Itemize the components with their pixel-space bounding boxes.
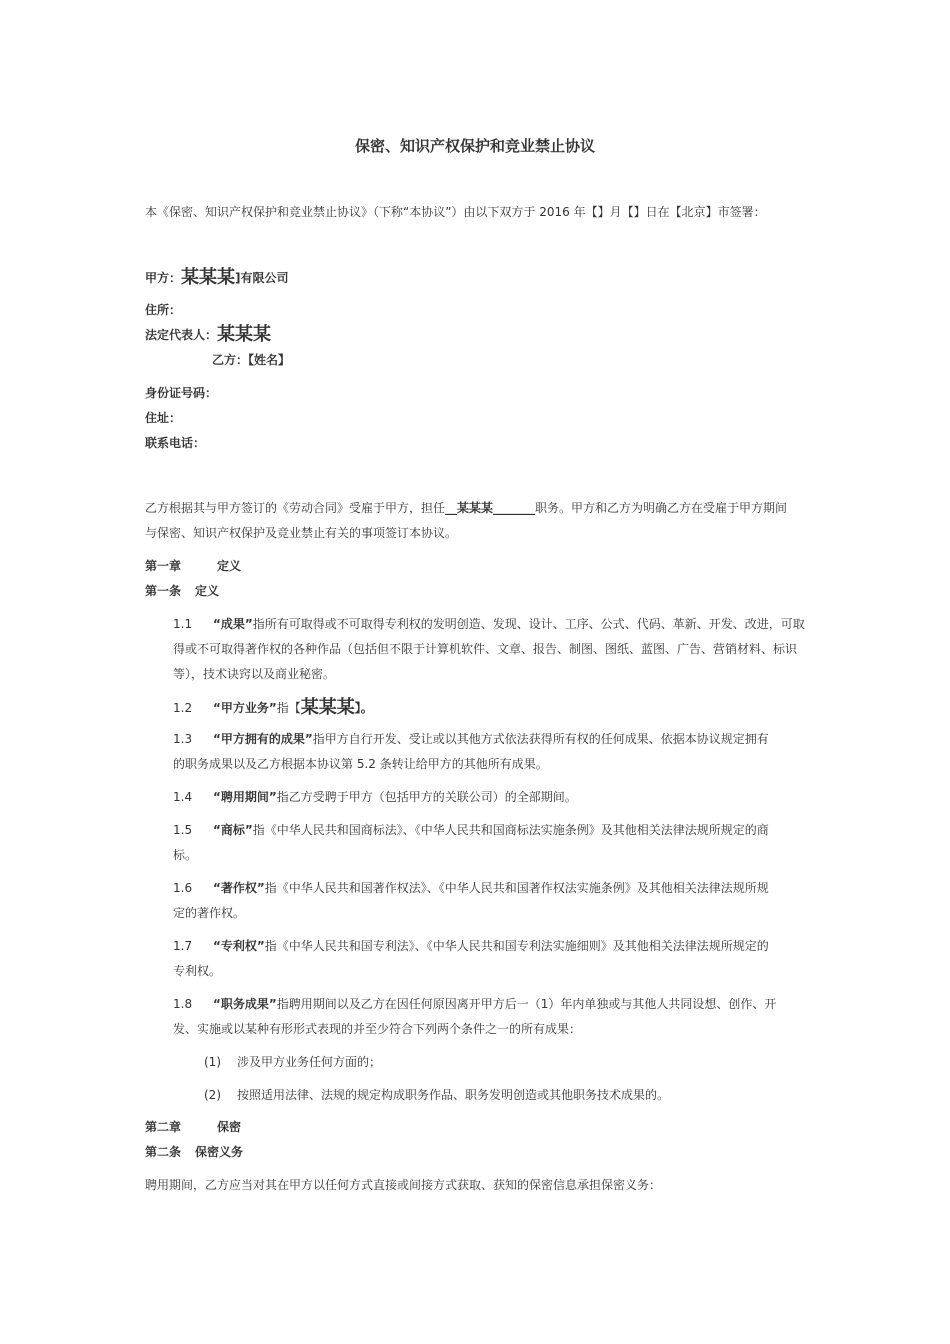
chapter-2-label: 第二章 — [145, 1120, 182, 1134]
legal-rep-line — [145, 324, 272, 345]
chapter-1-heading — [145, 558, 241, 574]
definition-term: “著作权” — [213, 881, 265, 895]
definition-number: 1.2 — [173, 701, 193, 715]
definition-term: “甲方拥有的成果” — [213, 732, 313, 746]
definition-1-1 — [173, 616, 805, 632]
definition-1-8-item-1 — [204, 1054, 381, 1070]
party-b-label: 乙方：【姓名】 — [212, 353, 291, 367]
party-a-line — [145, 267, 289, 288]
chapter-1-label: 第一章 — [145, 559, 182, 573]
address-label: 住所： — [145, 303, 182, 317]
definition-text: 指甲方自行开发、受让或以其他方式依法获得所有权的任何成果、依据本协议规定拥有 — [312, 732, 769, 746]
party-a-suffix: ]有限公司 — [235, 271, 289, 285]
definition-1-8-item-2 — [204, 1087, 669, 1103]
party-b-address-label: 住址： — [145, 411, 182, 425]
definition-text: 指《中华人民共和国著作权法》、《中华人民共和国著作权法实施条例》及其他相关法律法规所规 — [264, 881, 769, 895]
definition-term: “职务成果” — [213, 997, 277, 1011]
chapter-2-heading — [145, 1119, 241, 1135]
legal-rep-label: 法定代表人： — [145, 328, 218, 342]
party-a-name: 某某某 — [181, 267, 236, 288]
definition-term: “商标” — [213, 823, 253, 837]
chapter-2-title: 保密 — [217, 1120, 242, 1134]
definition-number: 1.3 — [173, 732, 193, 746]
legal-rep-name: 某某某 — [217, 324, 272, 345]
employment-text-b: 职务。甲方和乙方为明确乙方在受雇于甲方期间 — [535, 501, 788, 515]
definition-term: “甲方业务” — [213, 701, 277, 715]
employment-paragraph-line2: 与保密、知识产权保护及竞业禁止有关的事项签订本协议。 — [145, 526, 458, 540]
list-item-text: 涉及甲方业务任何方面的； — [237, 1055, 382, 1069]
definition-1-6-line2: 定的著作权。 — [173, 906, 246, 920]
chapter-1-title: 定义 — [217, 559, 242, 573]
definition-1-5 — [173, 822, 769, 838]
list-item-number: (1) — [204, 1055, 221, 1069]
list-item-text: 按照适用法律、法规的规定构成职务作品、职务发明创造或其他职务技术成果的。 — [237, 1088, 670, 1102]
article-1-label: 第一条 — [145, 584, 182, 598]
definition-text: 指《中华人民共和国专利法》、《中华人民共和国专利法实施细则》及其他相关法律法规所规定的 — [264, 939, 769, 953]
definition-1-7-line2: 专利权。 — [173, 964, 222, 978]
definition-text: 指所有可取得或不可取得专利权的发明创造、发现、设计、工序、公式、代码、革新、开发、改进，可取 — [252, 617, 805, 631]
list-item-number: (2) — [204, 1088, 221, 1102]
definition-1-8-line2: 发、实施或以某种有形形式表现的并至少符合下列两个条件之一的所有成果： — [173, 1022, 582, 1036]
definition-1-3-line2: 的职务成果以及乙方根据本协议第 5.2 条转让给甲方的其他所有成果。 — [173, 757, 548, 771]
article-2-paragraph: 聘用期间，乙方应当对其在甲方以任何方式直接或间接方式获取、获知的保密信息承担保密义务： — [145, 1178, 662, 1192]
definition-number: 1.1 — [173, 617, 193, 631]
definition-number: 1.4 — [173, 790, 193, 804]
definition-text: 指【 — [276, 701, 301, 715]
intro-paragraph: 本《保密、知识产权保护和竞业禁止协议》（下称“本协议”）由以下双方于 2016 年【】月【】日在【北京】市签署： — [145, 205, 766, 219]
definition-1-4 — [173, 789, 577, 805]
document-title: 保密、知识产权保护和竞业禁止协议 — [354, 137, 595, 155]
employment-text-a: 乙方根据其与甲方签订的《劳动合同》受雇于甲方，担任 — [145, 501, 446, 515]
definition-text: 指聘用期间以及乙方在因任何原因离开甲方后一（1）年内单独或与其他人共同设想、创作、开 — [276, 997, 777, 1011]
article-2-label: 第二条 — [145, 1145, 182, 1159]
definition-1-5-line2: 标。 — [173, 848, 198, 862]
definition-number: 1.5 — [173, 823, 193, 837]
definition-1-7 — [173, 938, 769, 954]
definition-term: “聘用期间” — [213, 790, 277, 804]
definition-1-6 — [173, 880, 769, 896]
article-1-heading — [145, 583, 219, 599]
employment-position-name: __某某某_______ — [445, 501, 536, 515]
definition-text: 指乙方受聘于甲方（包括甲方的关联公司）的全部期间。 — [276, 790, 577, 804]
definition-1-2 — [173, 697, 373, 718]
employment-paragraph-line1 — [145, 500, 787, 516]
definition-number: 1.8 — [173, 997, 193, 1011]
definition-text-end: 】。 — [354, 701, 373, 715]
company-business-name: 某某某 — [300, 697, 355, 718]
definition-1-1-line2: 得或不可取得著作权的各种作品（包括但不限于计算机软件、文章、报告、制图、图纸、蓝图、广告、营销材料、标识 — [173, 642, 798, 656]
id-number-label: 身份证号码： — [145, 386, 218, 400]
definition-number: 1.6 — [173, 881, 193, 895]
definition-1-3 — [173, 731, 769, 747]
article-2-heading — [145, 1144, 243, 1160]
article-2-title: 保密义务 — [195, 1145, 244, 1159]
article-1-title: 定义 — [195, 584, 220, 598]
definition-term: “专利权” — [213, 939, 265, 953]
definition-term: “成果” — [213, 617, 253, 631]
definition-text: 指《中华人民共和国商标法》、《中华人民共和国商标法实施条例》及其他相关法律法规所规定的商 — [252, 823, 769, 837]
definition-1-1-line3: 等），技术诀窍以及商业秘密。 — [173, 667, 336, 681]
phone-label: 联系电话： — [145, 436, 206, 450]
definition-1-8 — [173, 996, 776, 1012]
party-a-label: 甲方： — [145, 271, 182, 285]
definition-number: 1.7 — [173, 939, 193, 953]
